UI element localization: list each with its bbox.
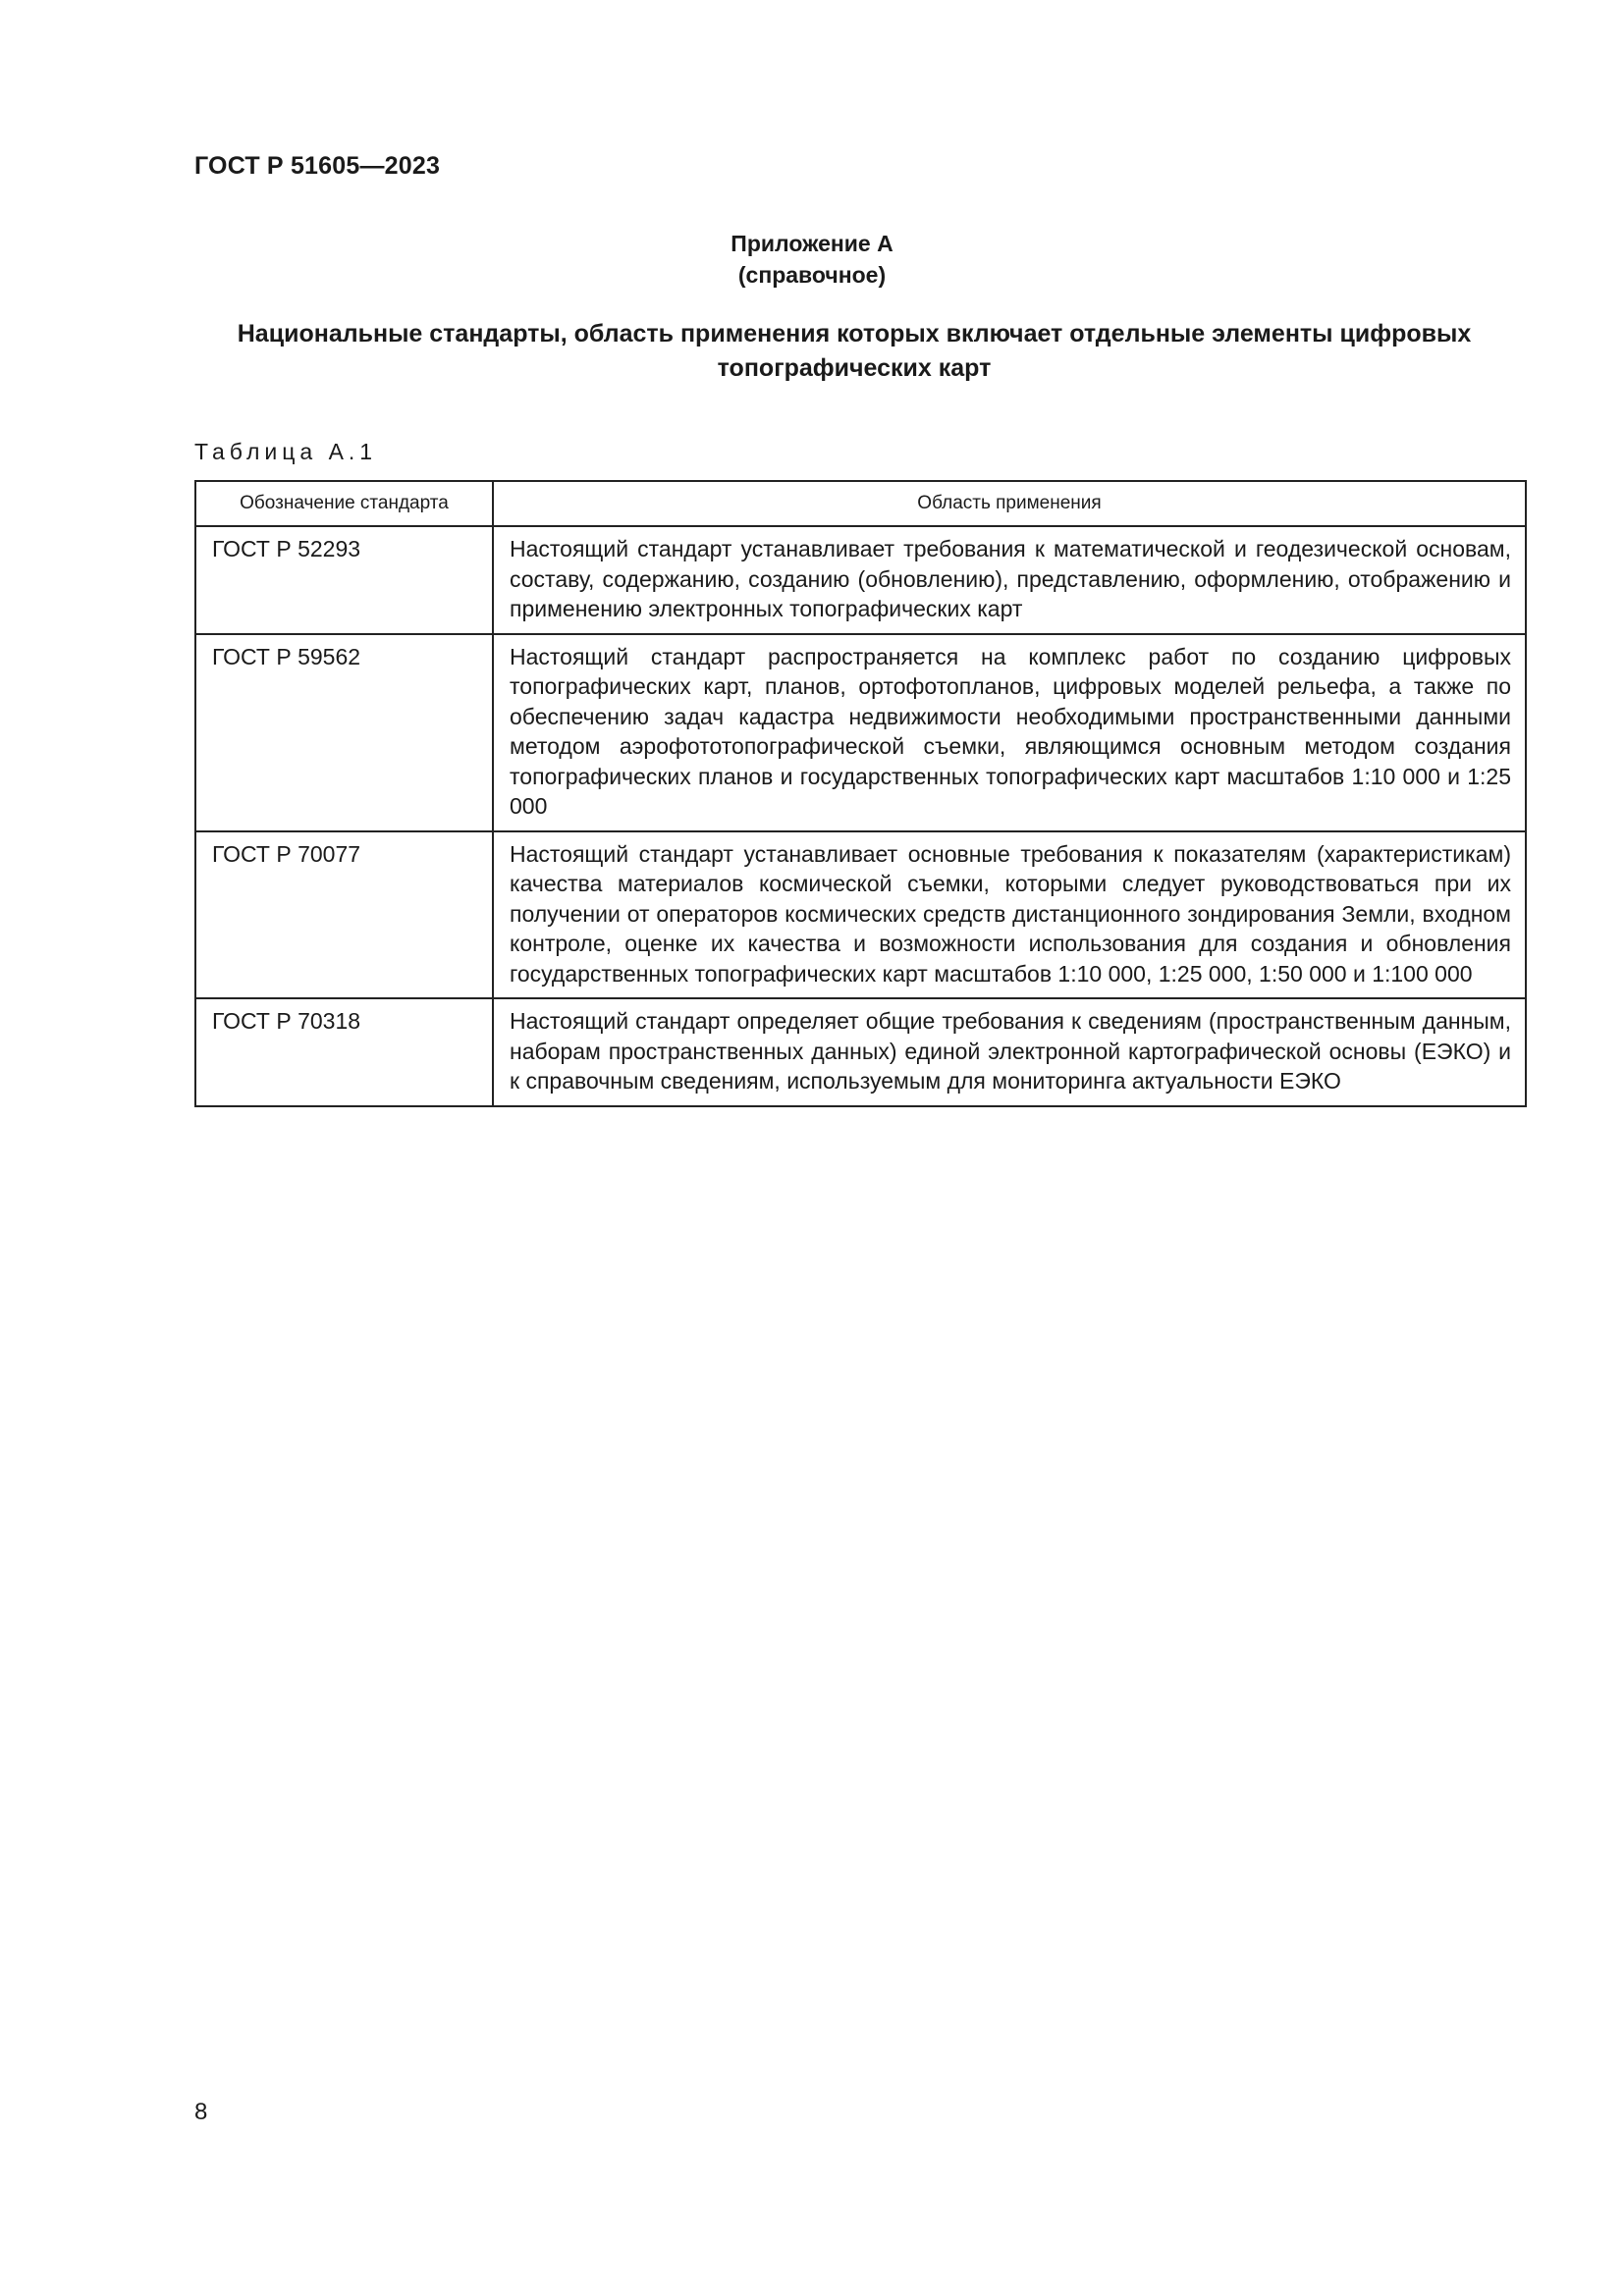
table-row bbox=[195, 526, 1526, 634]
standard-designation: ГОСТ Р 59562 bbox=[195, 634, 493, 831]
appendix-heading bbox=[0, 228, 1624, 291]
standard-scope: Настоящий стандарт определяет общие требования к сведениям (пространственным данным, наборам пространственных данных) единой электронной картографической основы (ЕЭКО) и к справочным сведениям, используемым для мониторинга актуальности ЕЭКО bbox=[493, 998, 1526, 1106]
page-number: 8 bbox=[194, 2099, 208, 2125]
table-label: Таблица А.1 bbox=[194, 439, 378, 464]
column-header-scope: Область применения bbox=[493, 481, 1526, 526]
table-row bbox=[195, 831, 1526, 999]
table-row bbox=[195, 998, 1526, 1106]
standard-scope: Настоящий стандарт устанавливает требования к математической и геодезической основам, составу, содержанию, созданию (обновлению), представлению, оформлению, отображению и применению электронных топографических карт bbox=[493, 526, 1526, 634]
standard-scope: Настоящий стандарт распространяется на комплекс работ по созданию цифровых топографических карт, планов, ортофотопланов, цифровых моделей рельефа, а также по обеспечению задач кадастра недвижимости необходимыми пространственными данными методом аэрофототопографической съемки, являющимся основным методом создания топографических планов и государственных топографических карт масштабов 1:10 000 и 1:25 000 bbox=[493, 634, 1526, 831]
appendix-label: Приложение А bbox=[731, 231, 893, 256]
column-header-designation: Обозначение стандарта bbox=[195, 481, 493, 526]
standards-table-wrapper bbox=[194, 480, 1527, 1107]
standard-scope: Настоящий стандарт устанавливает основные требования к показателям (характеристикам) качества материалов космической съемки, которыми следует руководствоваться при их получении от операторов космических средств дистанционного зондирования Земли, входном контроле, оценке их качества и возможности использования для создания и обновления государственных топографических карт масштабов 1:10 000, 1:25 000, 1:50 000 и 1:100 000 bbox=[493, 831, 1526, 999]
document-code: ГОСТ Р 51605—2023 bbox=[194, 152, 441, 180]
table-header-row bbox=[195, 481, 1526, 526]
appendix-title: Национальные стандарты, область применения которых включает отдельные элементы цифровых топографических карт bbox=[237, 320, 1472, 382]
standards-table bbox=[194, 480, 1527, 1107]
standard-designation: ГОСТ Р 70318 bbox=[195, 998, 493, 1106]
table-row bbox=[195, 634, 1526, 831]
appendix-status: (справочное) bbox=[737, 262, 887, 288]
standard-designation: ГОСТ Р 70077 bbox=[195, 831, 493, 999]
standard-designation: ГОСТ Р 52293 bbox=[195, 526, 493, 634]
